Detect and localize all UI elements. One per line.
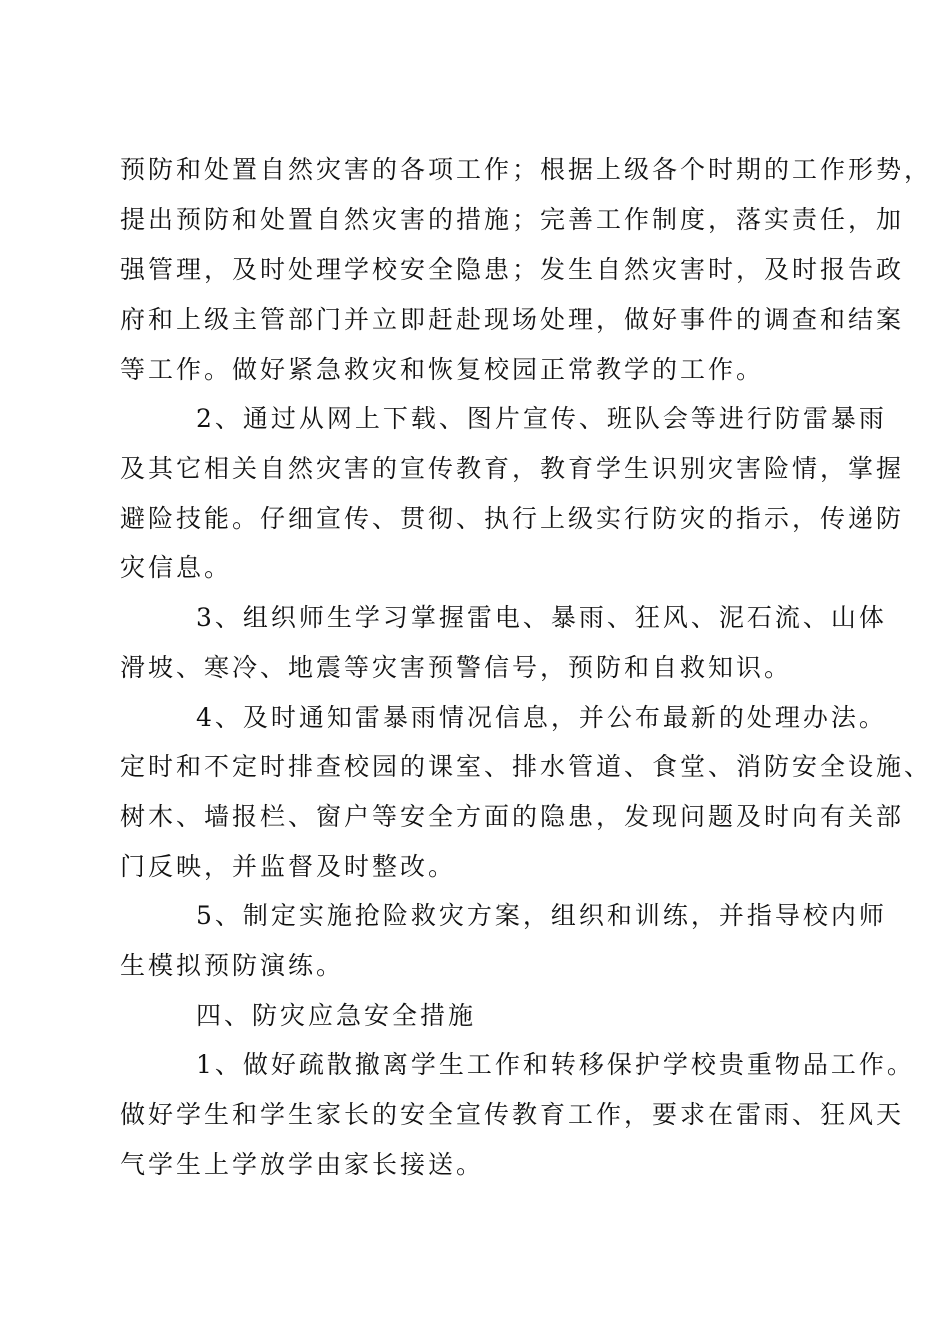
- text-line: 灾信息。: [120, 553, 233, 582]
- text-line: 预防和处置自然灾害的各项工作；根据上级各个时期的工作形势，: [120, 155, 933, 184]
- text-line: 及其它相关自然灾害的宣传教育，教育学生识别灾害险情，掌握: [120, 454, 905, 483]
- paragraph-2-start: 2、通过从网上下载、图片宣传、班队会等进行防雷暴雨: [196, 404, 887, 433]
- section-4-paragraph-1-start: 1、做好疏散撤离学生工作和转移保护学校贵重物品工作。: [196, 1050, 915, 1079]
- text-line: 强管理，及时处理学校安全隐患；发生自然灾害时，及时报告政: [120, 255, 905, 284]
- section-heading: 四、防灾应急安全措施: [196, 1001, 477, 1030]
- text-line: 生模拟预防演练。: [120, 951, 345, 980]
- text-line: 定时和不定时排查校园的课室、排水管道、食堂、消防安全设施、: [120, 752, 933, 781]
- text-line: 树木、墙报栏、窗户等安全方面的隐患，发现问题及时向有关部: [120, 802, 905, 831]
- paragraph-4-start: 4、及时通知雷暴雨情况信息，并公布最新的处理办法。: [196, 703, 887, 732]
- text-line: 提出预防和处置自然灾害的措施；完善工作制度，落实责任，加: [120, 205, 905, 234]
- paragraph-5-start: 5、制定实施抢险救灾方案，组织和训练，并指导校内师: [196, 901, 887, 930]
- paragraph-3-start: 3、组织师生学习掌握雷电、暴雨、狂风、泥石流、山体: [196, 603, 887, 632]
- text-line: 气学生上学放学由家长接送。: [120, 1150, 485, 1179]
- text-line: 府和上级主管部门并立即赶赴现场处理，做好事件的调查和结案: [120, 305, 905, 334]
- text-line: 滑坡、寒冷、地震等灾害预警信号，预防和自救知识。: [120, 653, 793, 682]
- text-line: 门反映，并监督及时整改。: [120, 852, 457, 881]
- text-line: 避险技能。仔细宣传、贯彻、执行上级实行防灾的指示，传递防: [120, 504, 905, 533]
- text-line: 等工作。做好紧急救灾和恢复校园正常教学的工作。: [120, 355, 765, 384]
- text-line: 做好学生和学生家长的安全宣传教育工作，要求在雷雨、狂风天: [120, 1100, 905, 1129]
